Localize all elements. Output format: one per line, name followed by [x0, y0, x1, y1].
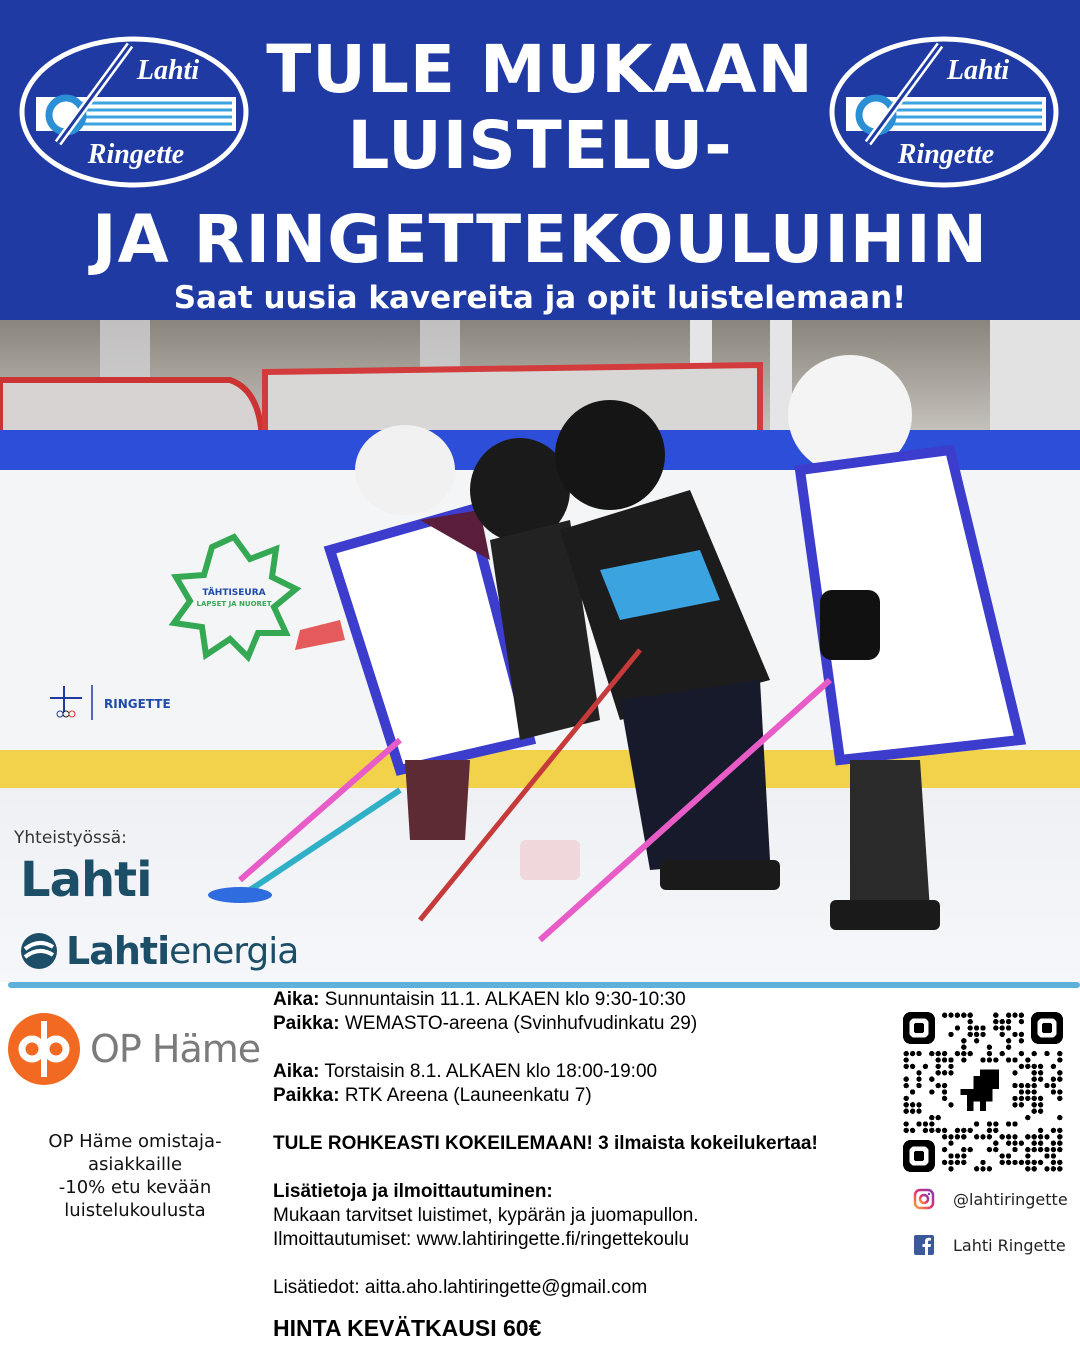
qr-module: [948, 1057, 953, 1062]
qr-module: [987, 1045, 992, 1050]
gear-text: Mukaan tarvitset luistimet, kypärän ja juomapullon.: [273, 1205, 699, 1226]
qr-module: [955, 1128, 960, 1133]
qr-module: [1000, 1160, 1005, 1165]
qr-module: [1057, 1134, 1062, 1139]
logo-text-bottom: Ringette: [87, 139, 185, 170]
qr-module: [968, 1128, 973, 1133]
tahtiseura-subtitle: LAPSET JA NUORET: [196, 600, 272, 608]
title-line-3: JA RINGETTEKOULUIHIN: [92, 201, 988, 278]
qr-module: [916, 1083, 921, 1088]
qr-module: [910, 1109, 915, 1114]
op-promo-line: asiakkaille: [87, 1154, 183, 1175]
qr-code[interactable]: [902, 1012, 1064, 1172]
op-hame-text: OP Häme: [90, 1027, 261, 1071]
qr-module: [1057, 1077, 1062, 1082]
qr-module: [1012, 1160, 1017, 1165]
qr-module: [904, 1057, 909, 1062]
qr-module: [1012, 1134, 1017, 1139]
qr-module: [993, 1025, 998, 1030]
qr-module: [948, 1070, 953, 1075]
qr-module: [1032, 1102, 1037, 1107]
lahti-energia-swirl-icon: [20, 932, 58, 970]
qr-module: [1044, 1083, 1049, 1088]
qr-module: [1051, 1153, 1056, 1158]
qr-module: [904, 1083, 909, 1088]
qr-module: [1019, 1160, 1024, 1165]
qr-module: [1051, 1128, 1056, 1133]
qr-module: [993, 1128, 998, 1133]
qr-module: [1000, 1025, 1005, 1030]
contact-email[interactable]: Lisätiedot: aitta.aho.lahtiringette@gmail.com: [273, 1277, 648, 1298]
qr-module: [923, 1064, 928, 1069]
qr-module: [1051, 1089, 1056, 1094]
qr-module: [1012, 1147, 1017, 1152]
place-value: WEMASTO-areena (Svinhufvudinkatu 29): [339, 1013, 698, 1034]
qr-module: [1025, 1160, 1030, 1165]
session2-time: [273, 1060, 893, 1084]
energia-bold-text: Lahti: [66, 929, 170, 973]
qr-module: [1032, 1166, 1037, 1171]
qr-module: [1019, 1019, 1024, 1024]
qr-module: [968, 1025, 973, 1030]
tahtiseura-title: TÄHTISEURA: [202, 588, 266, 598]
qr-module: [1038, 1160, 1043, 1165]
qr-module: [936, 1057, 941, 1062]
qr-module: [1000, 1019, 1005, 1024]
qr-module: [1006, 1160, 1011, 1165]
qr-module: [1057, 1057, 1062, 1062]
qr-module: [993, 1019, 998, 1024]
instagram-icon: [913, 1188, 935, 1210]
qr-module: [980, 1025, 985, 1030]
qr-module: [1006, 1057, 1011, 1062]
qr-module: [929, 1128, 934, 1133]
qr-module: [1032, 1077, 1037, 1082]
qr-module: [1057, 1115, 1062, 1120]
qr-module: [955, 1134, 960, 1139]
qr-module: [1006, 1153, 1011, 1158]
op-hame-logo: [8, 1013, 260, 1085]
qr-module: [904, 1109, 909, 1114]
qr-module: [948, 1032, 953, 1037]
qr-module: [904, 1064, 909, 1069]
qr-module: [1006, 1019, 1011, 1024]
qr-module: [1025, 1083, 1030, 1088]
qr-module: [1012, 1141, 1017, 1146]
qr-module: [936, 1128, 941, 1133]
qr-module: [942, 1013, 947, 1018]
qr-module: [987, 1051, 992, 1056]
qr-module: [1000, 1134, 1005, 1139]
qr-module: [916, 1070, 921, 1075]
facebook-icon: [913, 1234, 935, 1256]
time-label: Aika:: [273, 1061, 320, 1082]
qr-module: [1038, 1096, 1043, 1101]
time-value: Torstaisin 8.1. ALKAEN klo 18:00-19:00: [319, 1061, 658, 1082]
qr-module: [910, 1128, 915, 1133]
qr-module: [961, 1147, 966, 1152]
qr-module: [942, 1083, 947, 1088]
qr-module: [980, 1057, 985, 1062]
qr-module: [1038, 1077, 1043, 1082]
qr-module: [1032, 1147, 1037, 1152]
qr-module: [910, 1102, 915, 1107]
qr-module: [1019, 1102, 1024, 1107]
qr-module: [1019, 1096, 1024, 1101]
qr-module: [1057, 1141, 1062, 1146]
time-value: Sunnuntaisin 11.1. ALKAEN klo 9:30-10:30: [319, 989, 686, 1010]
qr-module: [929, 1089, 934, 1094]
qr-module: [1025, 1115, 1030, 1120]
qr-module: [1038, 1128, 1043, 1133]
op-promo-line: luistelukoulusta: [64, 1200, 206, 1221]
qr-module: [993, 1141, 998, 1146]
qr-module: [942, 1096, 947, 1101]
qr-module: [948, 1102, 953, 1107]
qr-module: [974, 1038, 979, 1043]
qr-module: [936, 1051, 941, 1056]
qr-module: [968, 1019, 973, 1024]
qr-module: [942, 1057, 947, 1062]
facebook-page-name: Lahti Ringette: [953, 1235, 1066, 1255]
qr-module: [942, 1128, 947, 1133]
title-line-2: LUISTELU-: [347, 107, 733, 184]
facebook-link[interactable]: [913, 1234, 1066, 1256]
qr-module: [1032, 1089, 1037, 1094]
qr-module: [1038, 1141, 1043, 1146]
qr-module: [1057, 1089, 1062, 1094]
qr-module: [955, 1025, 960, 1030]
qr-module: [1057, 1096, 1062, 1101]
qr-module: [948, 1141, 953, 1146]
qr-module: [961, 1134, 966, 1139]
qr-module: [1019, 1032, 1024, 1037]
lahti-city-logo: Lahti: [20, 852, 152, 908]
qr-module: [910, 1064, 915, 1069]
qr-module: [974, 1121, 979, 1126]
session1-time: [273, 988, 893, 1012]
session1-place: [273, 1012, 893, 1036]
qr-module: [961, 1128, 966, 1133]
logo-text-top: Lahti: [136, 55, 200, 86]
hero-photo: [0, 320, 1080, 982]
instagram-handle: @lahtiringette: [953, 1189, 1068, 1209]
qr-module: [1044, 1153, 1049, 1158]
more-info-title: Lisätietoja ja ilmoittautuminen:: [273, 1181, 553, 1202]
qr-module: [1025, 1064, 1030, 1069]
qr-module: [1019, 1089, 1024, 1094]
qr-module: [942, 1051, 947, 1056]
qr-module: [980, 1134, 985, 1139]
qr-module: [1051, 1141, 1056, 1146]
qr-module: [968, 1051, 973, 1056]
qr-module: [1006, 1141, 1011, 1146]
qr-module: [948, 1134, 953, 1139]
qr-module: [1019, 1064, 1024, 1069]
qr-module: [1051, 1160, 1056, 1165]
qr-module: [993, 1147, 998, 1152]
qr-module: [993, 1013, 998, 1018]
qr-module: [904, 1077, 909, 1082]
place-label: Paikka:: [273, 1013, 340, 1034]
qr-module: [904, 1051, 909, 1056]
qr-module: [1025, 1153, 1030, 1158]
qr-module: [929, 1121, 934, 1126]
qr-module: [955, 1051, 960, 1056]
energia-light-text: energia: [169, 930, 299, 972]
qr-module: [1038, 1109, 1043, 1114]
qr-module: [1057, 1051, 1062, 1056]
instagram-link[interactable]: [913, 1188, 1068, 1210]
qr-module: [1044, 1147, 1049, 1152]
qr-module: [955, 1153, 960, 1158]
call-to-action: TULE ROHKEASTI KOKEILEMAAN! 3 ilmaista kokeilukertaa!: [273, 1133, 818, 1154]
qr-module: [948, 1064, 953, 1069]
qr-module: [916, 1109, 921, 1114]
qr-module: [974, 1025, 979, 1030]
qr-module: [1006, 1134, 1011, 1139]
qr-module: [987, 1134, 992, 1139]
qr-module: [904, 1128, 909, 1133]
qr-module: [1000, 1051, 1005, 1056]
qr-module: [980, 1160, 985, 1165]
op-promo-line: -10% etu kevään: [58, 1177, 212, 1198]
qr-module: [1038, 1064, 1043, 1069]
qr-module: [980, 1032, 985, 1037]
qr-module: [974, 1134, 979, 1139]
qr-module: [1038, 1102, 1043, 1107]
qr-module: [1012, 1013, 1017, 1018]
qr-module: [1032, 1051, 1037, 1056]
qr-module: [1006, 1038, 1011, 1043]
qr-module: [904, 1121, 909, 1126]
qr-module: [942, 1070, 947, 1075]
qr-module: [961, 1038, 966, 1043]
qr-module: [1044, 1134, 1049, 1139]
time-label: Aika:: [273, 989, 320, 1010]
session2-place: [273, 1084, 893, 1108]
qr-module: [936, 1070, 941, 1075]
qr-module: [1019, 1013, 1024, 1018]
qr-module: [1012, 1096, 1017, 1101]
qr-module: [955, 1160, 960, 1165]
qr-module: [923, 1128, 928, 1133]
qr-module: [910, 1089, 915, 1094]
qr-module: [1025, 1147, 1030, 1152]
qr-module: [1012, 1121, 1017, 1126]
qr-module: [1032, 1064, 1037, 1069]
qr-module: [993, 1057, 998, 1062]
subtitle: Saat uusia kavereita ja opit luistelemaan!: [173, 280, 907, 316]
qr-module: [904, 1102, 909, 1107]
qr-module: [987, 1057, 992, 1062]
qr-module: [1057, 1147, 1062, 1152]
qr-module: [1006, 1013, 1011, 1018]
qr-module: [1032, 1070, 1037, 1075]
qr-module: [936, 1083, 941, 1088]
qr-module: [1051, 1147, 1056, 1152]
op-promo-line: OP Häme omistaja-: [48, 1131, 222, 1152]
qr-module: [1025, 1057, 1030, 1062]
qr-module: [968, 1147, 973, 1152]
place-value: RTK Areena (Launeenkatu 7): [339, 1085, 592, 1106]
qr-module: [1051, 1064, 1056, 1069]
qr-module: [936, 1115, 941, 1120]
rink-scene: [0, 320, 1080, 982]
qr-module: [961, 1153, 966, 1158]
qr-module: [916, 1102, 921, 1107]
qr-module: [961, 1057, 966, 1062]
qr-module: [929, 1077, 934, 1082]
qr-module: [961, 1045, 966, 1050]
qr-module: [948, 1160, 953, 1165]
qr-module: [987, 1121, 992, 1126]
qr-module: [904, 1096, 909, 1101]
signup-link[interactable]: Ilmoittautumiset: www.lahtiringette.fi/ringettekoulu: [273, 1229, 690, 1250]
qr-module: [987, 1147, 992, 1152]
qr-module: [1025, 1166, 1030, 1171]
qr-module: [948, 1166, 953, 1171]
qr-module: [942, 1147, 947, 1152]
price: HINTA KEVÄTKAUSI 60€: [273, 1315, 542, 1341]
qr-module: [1006, 1121, 1011, 1126]
qr-module: [1000, 1153, 1005, 1158]
qr-module: [942, 1160, 947, 1165]
qr-module: [974, 1166, 979, 1171]
qr-module: [1032, 1083, 1037, 1088]
qr-module: [1051, 1166, 1056, 1171]
qr-module: [923, 1121, 928, 1126]
qr-module: [968, 1032, 973, 1037]
qr-module: [929, 1115, 934, 1120]
header-banner: [0, 0, 1080, 320]
qr-module: [987, 1128, 992, 1133]
qr-module: [1019, 1038, 1024, 1043]
qr-module: [1019, 1051, 1024, 1056]
qr-module: [916, 1077, 921, 1082]
qr-module: [1038, 1134, 1043, 1139]
qr-module: [1057, 1160, 1062, 1165]
qr-module: [974, 1032, 979, 1037]
qr-module: [942, 1134, 947, 1139]
qr-module: [961, 1013, 966, 1018]
qr-module: [1038, 1147, 1043, 1152]
logo-text-top: Lahti: [946, 55, 1010, 86]
info-block: [273, 988, 893, 1340]
qr-module: [1019, 1141, 1024, 1146]
qr-module: [1038, 1070, 1043, 1075]
qr-module: [936, 1064, 941, 1069]
qr-module: [1025, 1096, 1030, 1101]
qr-module: [1032, 1160, 1037, 1165]
qr-module: [955, 1013, 960, 1018]
qr-module: [1032, 1109, 1037, 1114]
qr-module: [1032, 1134, 1037, 1139]
qr-module: [1019, 1083, 1024, 1088]
qr-module: [1032, 1096, 1037, 1101]
logo-text-bottom: Ringette: [897, 139, 995, 170]
qr-module: [1006, 1045, 1011, 1050]
op-logo-icon: [8, 1013, 80, 1085]
place-label: Paikka:: [273, 1085, 340, 1106]
qr-module: [1057, 1166, 1062, 1171]
qr-module: [961, 1051, 966, 1056]
qr-module: [1012, 1083, 1017, 1088]
qr-module: [948, 1013, 953, 1018]
qr-module: [980, 1166, 985, 1171]
qr-module: [1044, 1051, 1049, 1056]
title-line-1: TULE MUKAAN: [266, 31, 814, 108]
qr-module: [916, 1051, 921, 1056]
qr-module: [948, 1153, 953, 1158]
qr-module: [1051, 1083, 1056, 1088]
qr-module: [910, 1051, 915, 1056]
op-promo-text: [10, 1130, 260, 1222]
qr-module: [1012, 1070, 1017, 1075]
qr-module: [1032, 1141, 1037, 1146]
qr-module: [942, 1089, 947, 1094]
qr-module: [916, 1121, 921, 1126]
qr-module: [1012, 1102, 1017, 1107]
qr-module: [1012, 1032, 1017, 1037]
qr-module: [1044, 1166, 1049, 1171]
qr-module: [1057, 1128, 1062, 1133]
lahti-energia-logo: [20, 926, 298, 976]
qr-module: [968, 1013, 973, 1018]
cooperation-label: Yhteistyössä:: [14, 828, 127, 848]
qr-module: [1025, 1134, 1030, 1139]
qr-module: [993, 1121, 998, 1126]
qr-module: [961, 1160, 966, 1165]
qr-module: [1051, 1077, 1056, 1082]
qr-module: [1012, 1057, 1017, 1062]
ringette-federation-text: RINGETTE: [104, 697, 171, 711]
qr-module: [987, 1166, 992, 1171]
qr-module: [929, 1051, 934, 1056]
qr-module: [1006, 1025, 1011, 1030]
qr-module: [1057, 1070, 1062, 1075]
qr-module: [1000, 1032, 1005, 1037]
qr-module: [1025, 1089, 1030, 1094]
